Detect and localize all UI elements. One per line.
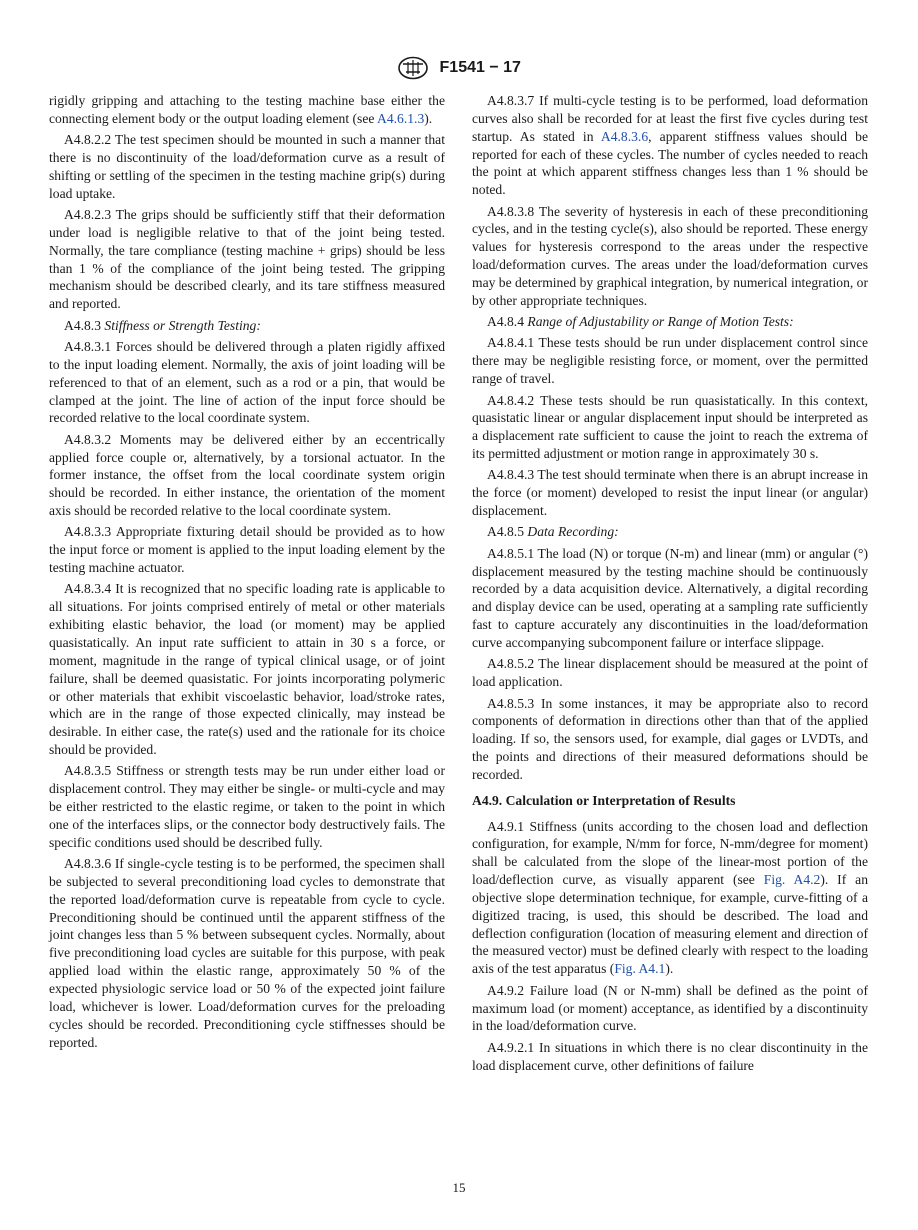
paragraph: A4.8.3.4 It is recognized that no specific loading rate is applicable to all situations. For joints comprised entirely of metal or other materials exhibiting elastic behavior, the load (or moment) may be applied quasistatically. An input rate sufficient to attain in 30 s a force, or moment, magnitude in the range of typical clinical usage, or of joint failure, shall be deemed quasistatic. For joints incorporating polymeric or other materials that exhibit viscoelastic behavior, load/stroke rates, which are in the range of those expected clinically, may instead be desirable. In either case, the rate(s) used and the rationale for its choice should be provided. [49, 581, 445, 758]
subsection-label: Stiffness or Strength Testing: [104, 317, 261, 333]
paragraph: A4.8.3.8 The severity of hysteresis in each of these preconditioning cycles, and in the testing cycle(s), also should be reported. These energy values for hysteresis correspond to the areas under the respective load/deformation curves. The areas under the load/deformation curves may be determined by graphical integration, by numerical integration, or by other appropriate techniques. [472, 203, 868, 308]
subsection-label: Range of Adjustability or Range of Motion Tests: [527, 314, 794, 330]
paragraph: A4.8.4.3 The test should terminate when there is an abrupt increase in the force (or moment) developed to resist the input linear (or angular) displacement. [472, 467, 868, 519]
subsection-number: A4.8.5 [487, 524, 528, 540]
page-header [0, 56, 918, 80]
paragraph: A4.8.3.7 If multi-cycle testing is to be performed, load deformation curves also shall be recorded for at least the first five cycles during test startup. As stated in A4.8.3.6, apparent stiffness values should be reported for each of these cycles. The number of cycles needed to reach the point at which apparent stiffness changes less than 1 % should be noted. [472, 93, 868, 198]
left-column [49, 92, 445, 1055]
cross-reference-link[interactable]: A4.8.3.6 [600, 128, 649, 144]
paragraph: A4.8.4.1 These tests should be run under displacement control since there may be negligible resisting force, or moment, over the permitted range of travel. [472, 335, 868, 387]
section-heading: A4.9. Calculation or Interpretation of Results [472, 792, 736, 808]
cross-reference-link[interactable]: A4.6.1.3 [377, 110, 425, 126]
subsection-title [472, 523, 868, 541]
subsection-number: A4.8.3 [64, 317, 105, 333]
paragraph: A4.8.4.2 These tests should be run quasistatically. In this context, quasistatic linear or angular displacement input should be interpreted as a displacement rate sufficient to cause the joint to reach the extrema of its permitted adjustment or motion range in approximately 30 s. [472, 392, 868, 462]
paragraph: A4.9.2.1 In situations in which there is no clear discontinuity in the load displacement curve, other definitions of failure [472, 1039, 868, 1073]
cross-reference-link[interactable]: Fig. A4.2 [763, 872, 821, 888]
paragraph: A4.8.5.1 The load (N) or torque (N-m) and linear (mm) or angular (°) displacement measured by the testing machine should be continuously recorded by a data acquisition device. Alternatively, a digital recording and display device can be used, operating at a sampling rate sufficiently fast to capture accurately any discontinuities in the load/deformation curve accompanying subcomponent failure or interface slippage. [472, 545, 868, 650]
subsection-number: A4.8.4 [487, 314, 528, 330]
paragraph: rigidly gripping and attaching to the testing machine base either the connecting element body or the output loading element (see A4.6.1.3). [49, 93, 445, 126]
subsection-title [472, 313, 868, 331]
page-number: 15 [452, 1180, 466, 1195]
paragraph: A4.8.5.3 In some instances, it may be appropriate also to record components of deformation in directions other than that of the applied loading. If so, the sensors used, for example, dial gages or LVDTs, and the points and directions of their measured deformations should be recorded. [472, 695, 868, 782]
paragraph: A4.8.3.2 Moments may be delivered either by an eccentrically applied force couple or, alternatively, by a torsional actuator. In the former instance, the offset from the local coordinate system origin should be recorded. In either instance, the orientation of the moment axis should be recorded relative to the local coordinate system. [49, 431, 445, 519]
subsection-label: Data Recording: [527, 524, 619, 540]
paragraph: A4.9.2 Failure load (N or N-mm) shall be defined as the point of maximum load (or moment) acceptance, as identified by a discontinuity in the load/deformation curve. [472, 982, 868, 1034]
document-designation: F1541 − 17 [439, 59, 521, 76]
paragraph: A4.9.1 Stiffness (units according to the chosen load and deflection configuration, for example, N/mm for force, N-mm/degree for moment) shall be calculated from the slope of the linear-most portion of the load/deflection curve, as visually apparent (see Fig. A4.2). If an objective slope determination technique, for example, curve-fitting of a digitized tracing, is used, this should be described. The load and deflection configuration (location of measuring element and direction of the measured vector) must be defined clearly with respect to the loading axis of the test apparatus (Fig. A4.1). [472, 818, 868, 977]
paragraph: A4.8.5.2 The linear displacement should be measured at the point of load application. [472, 656, 868, 690]
paragraph: A4.8.3.1 Forces should be delivered through a platen rigidly affixed to the input loading element. Normally, the axis of joint loading will be referenced to that of an element, such as a rod or a pin, that would be clamped at the joint. The line of action of the input force should be recorded relative to the local coordinate system. [49, 338, 445, 426]
right-column [472, 92, 868, 1078]
astm-logo-icon [397, 56, 429, 80]
cross-reference-link[interactable]: Fig. A4.1 [614, 961, 666, 977]
paragraph: A4.8.2.2 The test specimen should be mounted in such a manner that there is no discontinuity of the load/deformation curve as a result of shifting or settling of the specimen in the testing machine grip(s) during load uptake. [49, 132, 445, 201]
paragraph: A4.8.2.3 The grips should be sufficiently stiff that their deformation under load is negligible relative to that of the joint being tested. Normally, the tare compliance (testing machine + grips) should be less than 1 % of the compliance of the joint being tested. The gripping mechanism should be described clearly, and its tare stiffness measured and reported. [49, 207, 445, 312]
paragraph: A4.8.3.6 If single-cycle testing is to be performed, the specimen shall be subjected to several preconditioning load cycles to demonstrate that the reported load/deformation curve is repeatable from cycle to cycle. Preconditioning should be continued until the apparent stiffness of the joint changes less than 5 % between subsequent cycles. Normally, about five preconditioning load cycles are suitable for this purpose, with peak applied load within the elastic range, approximately 50 % of the expected physiologic service load or 50 % of the expected joint failure load, whichever is lower. Load/deformation curves for the preloading cycles should be recorded. Preconditioning cycle stiffnesses should be reported. [49, 856, 445, 1050]
subsection-title [49, 317, 445, 335]
paragraph: A4.8.3.5 Stiffness or strength tests may be run under either load or displacement control. They may either be single- or multi-cycle and may be either restricted to the elastic regime, or taken to the point in which one of the interfaces slips, or the connector body destructively fails. The specific conditions used should be described fully. [49, 763, 445, 850]
paragraph: A4.8.3.3 Appropriate fixturing detail should be provided as to how the input force or moment is applied to the input loading element by the testing machine actuator. [49, 524, 445, 576]
